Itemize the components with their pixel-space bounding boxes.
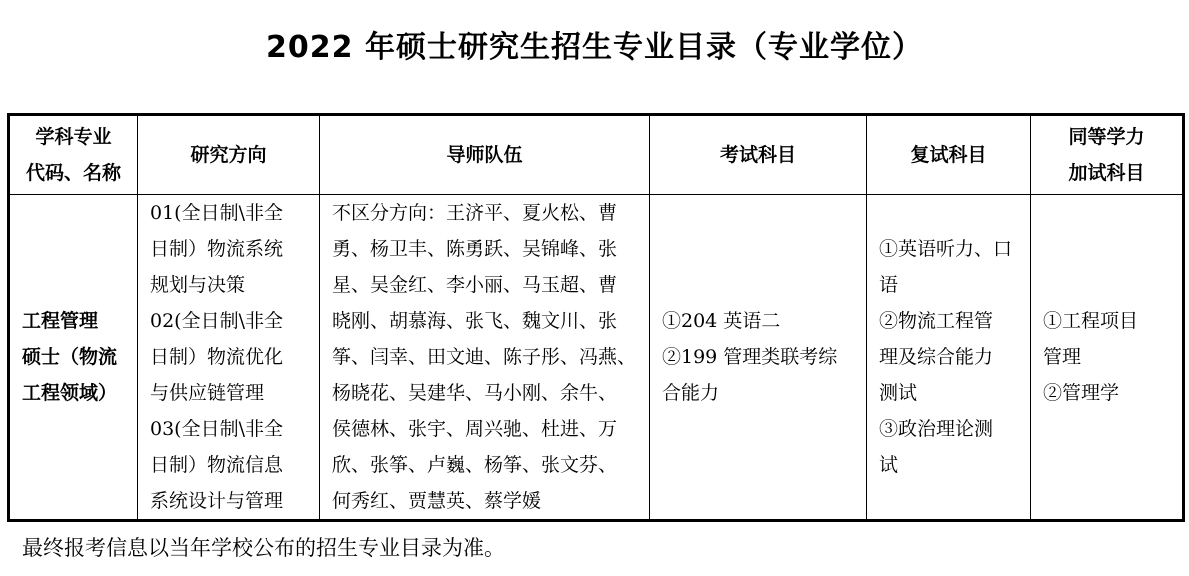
direction-line: 01(全日制\非全 [150, 202, 283, 224]
header-retest: 复试科目 [867, 115, 1031, 195]
header-major-line2: 代码、名称 [25, 162, 121, 184]
tutors-line: 筝、闫幸、田文迪、陈子彤、冯燕、 [332, 346, 637, 368]
direction-line: 03(全日制\非全 [150, 418, 283, 440]
exam-line: 合能力 [662, 382, 720, 404]
major-cell [9, 195, 138, 521]
direction-line: 日制）物流信息 [150, 454, 284, 476]
retest-line: ②物流工程管 [879, 310, 994, 332]
exam-line: ①204 英语二 [662, 310, 781, 332]
table-row [9, 195, 1184, 521]
retest-line: 理及综合能力 [879, 346, 994, 368]
extra-line: ②管理学 [1043, 382, 1120, 404]
tutors-line: 不区分方向：王济平、夏火松、曹 [332, 202, 618, 224]
program-catalog-table [7, 113, 1185, 522]
major-line: 硕士（物流 [22, 346, 118, 368]
direction-line: 02(全日制\非全 [150, 310, 283, 332]
retest-line: ①英语听力、口 [879, 238, 1013, 260]
retest-line: 测试 [879, 382, 918, 404]
direction-line: 系统设计与管理 [150, 490, 284, 512]
header-tutors: 导师队伍 [320, 115, 650, 195]
extra-cell [1031, 195, 1184, 521]
header-direction: 研究方向 [138, 115, 320, 195]
major-line: 工程领域） [22, 382, 118, 404]
extra-line: ①工程项目 [1043, 310, 1139, 332]
header-extra-line2: 加试科目 [1068, 162, 1145, 184]
direction-cell [138, 195, 320, 521]
header-extra [1031, 115, 1184, 195]
extra-line: 管理 [1043, 346, 1082, 368]
exam-cell [650, 195, 867, 521]
tutors-line: 何秀红、贾慧英、蔡学媛 [332, 490, 542, 512]
header-exam: 考试科目 [650, 115, 867, 195]
tutors-line: 星、吴金红、李小丽、马玉超、曹 [332, 274, 618, 296]
page-title: 2022 年硕士研究生招生专业目录（专业学位） [266, 30, 923, 65]
header-major-line1: 学科专业 [35, 126, 112, 148]
major-line: 工程管理 [22, 310, 99, 332]
retest-line: 试 [879, 454, 899, 476]
header-extra-line1: 同等学力 [1068, 126, 1145, 148]
tutors-line: 杨晓花、吴建华、马小刚、余牛、 [332, 382, 618, 404]
table-header-row [9, 115, 1184, 195]
direction-line: 规划与决策 [150, 274, 246, 296]
header-major [9, 115, 138, 195]
tutors-line: 欣、张筝、卢巍、杨筝、张文芬、 [332, 454, 618, 476]
direction-line: 日制）物流系统 [150, 238, 284, 260]
retest-line: 语 [879, 274, 899, 296]
tutors-cell [320, 195, 650, 521]
retest-cell [867, 195, 1031, 521]
direction-line: 日制）物流优化 [150, 346, 284, 368]
exam-line: ②199 管理类联考综 [662, 346, 838, 368]
tutors-line: 侯德林、张宇、周兴驰、杜进、万 [332, 418, 618, 440]
retest-line: ③政治理论测 [879, 418, 994, 440]
tutors-line: 勇、杨卫丰、陈勇跃、吴锦峰、张 [332, 238, 618, 260]
footer-note: 最终报考信息以当年学校公布的招生专业目录为准。 [22, 536, 505, 560]
tutors-line: 晓刚、胡慕海、张飞、魏文川、张 [332, 310, 618, 332]
direction-line: 与供应链管理 [150, 382, 265, 404]
